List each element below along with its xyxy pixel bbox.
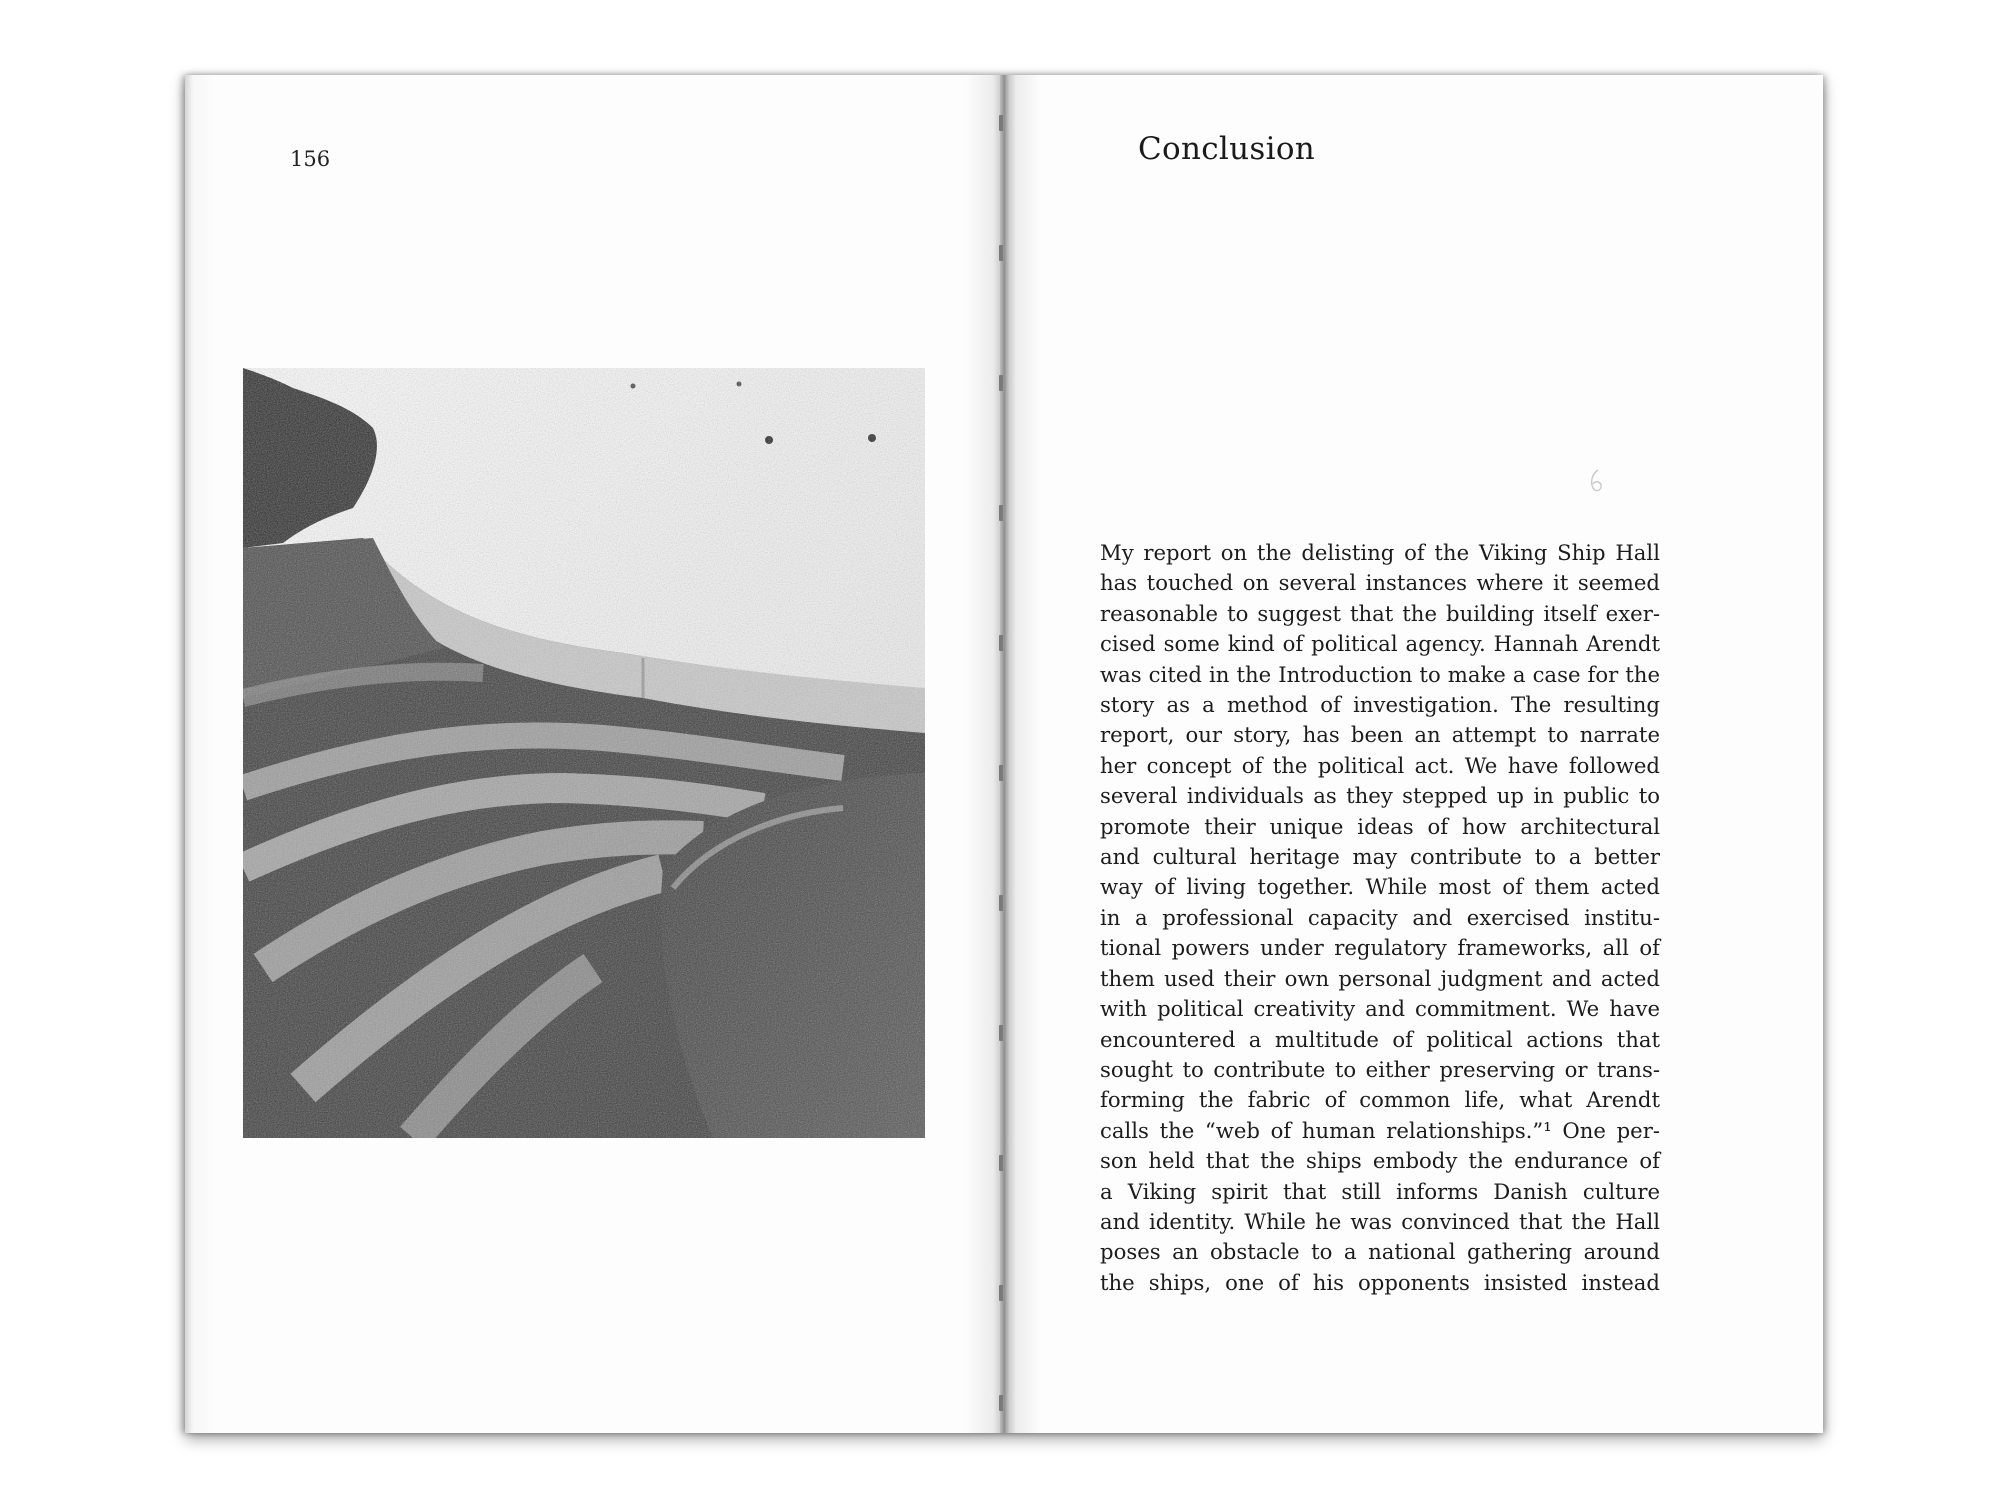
text-line: several individuals as they stepped up in public to xyxy=(1100,783,1660,809)
black-and-white-photograph xyxy=(243,368,925,1138)
text-line: cised some kind of political agency. Hannah Arendt xyxy=(1100,631,1660,657)
faint-pencil-mark xyxy=(1588,468,1604,494)
book-spread xyxy=(185,75,1823,1433)
text-line: report, our story, has been an attempt to narrate xyxy=(1100,722,1660,748)
text-line: poses an obstacle to a national gathering around xyxy=(1100,1239,1660,1265)
left-page xyxy=(185,75,1000,1433)
text-line: sought to contribute to either preserving or trans- xyxy=(1100,1056,1660,1082)
text-line: son held that the ships embody the endurance of xyxy=(1100,1148,1660,1174)
body-text xyxy=(1100,538,1660,1298)
binding-stitch xyxy=(999,245,1003,261)
text-line: tional powers under regulatory frameworks, all of xyxy=(1100,935,1660,961)
text-line: with political creativity and commitment. We have xyxy=(1100,996,1660,1022)
text-line: forming the fabric of common life, what Arendt xyxy=(1100,1087,1660,1113)
text-line: story as a method of investigation. The resulting xyxy=(1100,692,1660,718)
text-line: promote their unique ideas of how architectural xyxy=(1100,813,1660,839)
text-line: was cited in the Introduction to make a case for the xyxy=(1100,661,1660,687)
binding-stitch xyxy=(999,1155,1003,1171)
binding-stitch xyxy=(999,1025,1003,1041)
page-number: 156 xyxy=(290,147,331,171)
binding-stitch xyxy=(999,1285,1003,1301)
text-line: My report on the delisting of the Viking Ship Hall xyxy=(1100,540,1660,565)
text-line: calls the “web of human relationships.”¹ One per- xyxy=(1100,1117,1660,1143)
text-line: encountered a multitude of political actions that xyxy=(1100,1026,1660,1052)
text-line: her concept of the political act. We have followed xyxy=(1100,752,1660,778)
text-line: has touched on several instances where it seemed xyxy=(1100,570,1660,596)
binding-stitch xyxy=(999,375,1003,391)
book-gutter xyxy=(1000,75,1010,1433)
binding-stitch xyxy=(999,505,1003,521)
binding-stitch xyxy=(999,1395,1003,1411)
text-line: the ships, one of his opponents insisted instead xyxy=(1100,1269,1660,1295)
binding-stitch xyxy=(999,895,1003,911)
binding-stitch xyxy=(999,765,1003,781)
text-line: them used their own personal judgment and acted xyxy=(1100,965,1660,991)
binding-stitch xyxy=(999,635,1003,651)
text-line: and identity. While he was convinced that the Hall xyxy=(1100,1208,1660,1234)
text-line: way of living together. While most of them acted xyxy=(1100,874,1660,900)
text-line: reasonable to suggest that the building itself exer- xyxy=(1100,600,1660,626)
binding-stitch xyxy=(999,115,1003,131)
text-line: a Viking spirit that still informs Danish culture xyxy=(1100,1178,1660,1204)
text-line: in a professional capacity and exercised institu- xyxy=(1100,904,1660,930)
chapter-title: Conclusion xyxy=(1138,131,1316,167)
text-line: and cultural heritage may contribute to a better xyxy=(1100,844,1660,870)
right-page xyxy=(1010,75,1823,1433)
